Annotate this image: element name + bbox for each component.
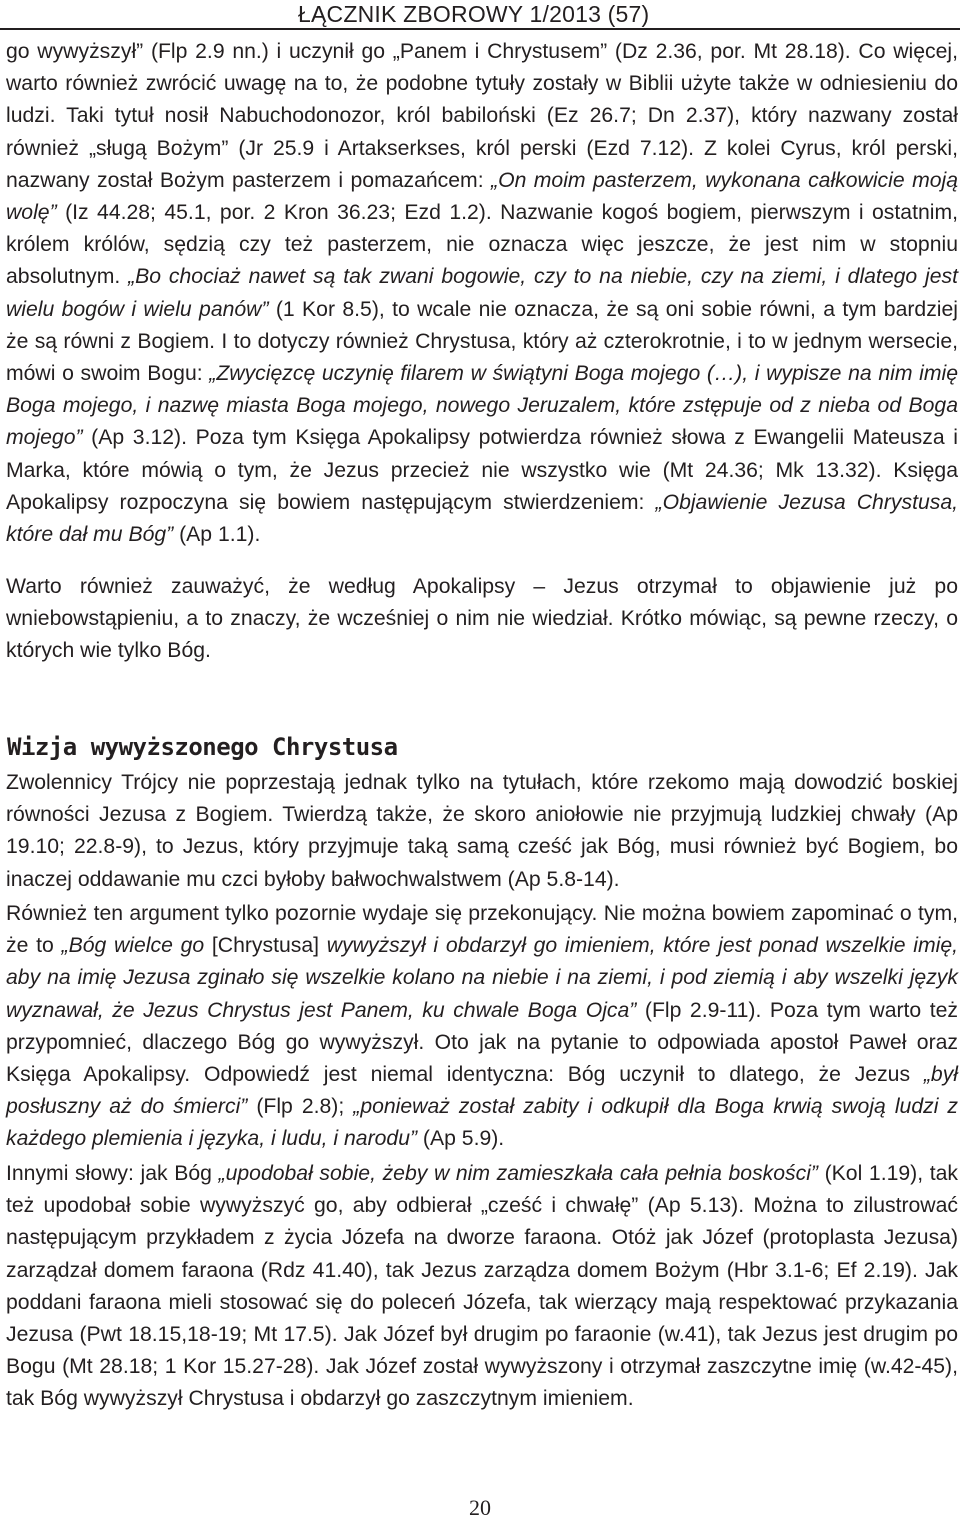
- header-rule: [0, 28, 960, 30]
- quote-slain: „ponieważ został zabity i odkupił dla Boga krwią swoją ludzi z każdego plemienia i języka, i ludu, i narodu”: [6, 1095, 959, 1151]
- text-run: (Kol 1.19), tak też upodobał sobie wywyższyć go, aby odbierał „cześć i chwałę” (Ap 5.13). Można to zilustrować następującym przykładem z życia Józefa na dworze faraona. Otóż jak Józef (protoplasta Jezusa) zarządzał domem faraona (Rdz 41.40), tak Jezus zarządza domem Bożym (Hbr 3.1-6; Ef 2.19). Jak poddani faraona mieli stosować się do poleceń Józefa, tak wierzący mają respektować przykazania Jezusa (Pwt 18.15,18-19; Mt 17.5). Jak Józef był drugim po faraonie (w.41), tak Jezus jest drugim po Bogu (Mt 28.18; 1 Kor 15.27-28). Jak Józef został wywyższony i otrzymał zaszczytne imię (w.42-45), tak Bóg wywyższył Chrystusa i obdarzył go zaszczytnym imieniem.: [6, 1162, 958, 1411]
- paragraph-revelation-knowledge: Warto również zauważyć, że według Apokalipsy – Jezus otrzymał to objawienie już po wniebowstąpieniu, a to znaczy, że wcześniej o nim nie wiedział. Krótko mówiąc, są pewne rzeczy, o których wie tylko Bóg.: [6, 575, 958, 663]
- text-run: (Iz 44.28; 45.1, por. 2 Kron 36.23; Ezd 1.2). Nazwanie kogoś bogiem, pierwszym i ostatnim, królem królów, sędzią czy też pasterzem, nie oznacza więc jeszcze, że jest nim w stopniu absolutnym.: [6, 201, 958, 289]
- text-run: (Ap 3.12). Poza tym Księga Apokalipsy potwierdza również słowa z Ewangelii Mateusza i Marka, które mówią o tym, że Jezus przecież nie wszystko wie (Mt 24.36; Mk 13.32). Księga Apokalipsy rozpoczyna się bowiem następującym stwierdzeniem:: [6, 426, 958, 514]
- quote-cyrus: „On moim pasterzem, wykonana całkowicie moją wolę”: [6, 168, 958, 225]
- paragraph-joseph-example: [6, 1158, 958, 1416]
- quote-revelation: „Objawienie Jezusa Chrystusa, które dał mu Bóg”: [6, 490, 958, 547]
- quote-philippians: wywyższył i obdarzył go imieniem, które jest ponad wszelkie imię, aby na imię Jezusa zginało się wszelkie kolano na niebie i na ziemi, i pod ziemią i aby wszelki język wyznawał, że Jezus Chrystus jest Panem, ku chwale Boga Ojca”: [6, 934, 959, 1022]
- text-run: (Flp 2.9-11). Poza tym warto też przypomnieć, dlaczego Bóg go wywyższył. Oto jak na pytanie to odpowiada apostoł Paweł oraz Księga Apokalipsy. Odpowiedź jest niemal identyczna: Bóg uczynił to dlatego, że Jezus: [6, 998, 959, 1087]
- paragraph-worship-argument: Zwolennicy Trójcy nie poprzestają jednak tylko na tytułach, które rzekomo mają dowodzić boskiej równości Jezusa z Bogiem. Twierdzą także, że skoro aniołowie nie przyjmują ludzkiej chwały (Ap 19.10; 22.8-9), to Jezus, który przyjmuje taką samą cześć jak Bóg, musi również być Bogiem, bo inaczej oddawanie mu czci byłoby bałwochwalstwem (Ap 5.8-14).: [6, 771, 958, 891]
- paragraph-exaltation: [6, 898, 958, 1156]
- text-run: [Chrystusa]: [204, 934, 327, 958]
- quote-fullness: „upodobał sobie, żeby w nim zamieszkała cała pełnia boskości”: [218, 1162, 818, 1185]
- page-number: 20: [469, 1495, 491, 1520]
- text-run: go wywyższył” (Flp 2.9 nn.) i uczynił go „Panem i Chrystusem” (Dz 2.36, por. Mt 28.18). Co więcej, warto również zwrócić uwagę na to, że podobne tytuły zostały w Biblii użyte także w odniesieniu do ludzi. Taki tytuł nosił Nabuchodonozor, król babiloński (Ez 26.7; Dn 2.37), który nazwany został również „sługą Bożym” (Jr 25.9 i Artakserkses, król perski (Ezd 7.12). Z kolei Cyrus, król perski, nazwany został Bożym pasterzem i pomazańcem:: [6, 40, 958, 192]
- quote-many-gods: „Bo chociaż nawet są tak zwani bogowie, czy to na niebie, czy na ziemi, i dlatego jest wielu bogów i wielu panów”: [6, 265, 958, 321]
- quote-god-exalted: „Bóg wielce go: [61, 934, 205, 958]
- text-run: (Flp 2.8);: [247, 1095, 354, 1119]
- text-run: Również ten argument tylko pozornie wydaje się przekonujący. Nie można bowiem zapominać o tym, że to: [6, 902, 958, 958]
- text-run: (Ap 1.1).: [173, 523, 261, 547]
- journal-header: ŁĄCZNIK ZBOROWY 1/2013 (57): [298, 1, 650, 27]
- paragraph-titles: [6, 36, 958, 551]
- section-heading: Wizja wywyższonego Chrystusa: [7, 733, 398, 761]
- text-run: Innymi słowy: jak Bóg: [6, 1162, 219, 1185]
- text-run: (Ap 5.9).: [417, 1127, 505, 1151]
- quote-obedient: „był posłuszny aż do śmierci”: [6, 1063, 958, 1119]
- quote-apocalypse-pillar: „Zwycięzcę uczynię filarem w świątyni Boga mojego (…), i wypisze na nim imię Boga mojego, i nazwę miasta Boga mojego, nowego Jeruzalem, które zstępuje od z nieba od Boga mojego”: [6, 362, 958, 450]
- text-run: (1 Kor 8.5), to wcale nie oznacza, że są oni sobie równi, a tym bardziej że są równi z Bogiem. I to dotyczy również Chrystusa, który aż czterokrotnie, i to w jednym wersecie, mówi o swoim Bogu:: [6, 297, 958, 386]
